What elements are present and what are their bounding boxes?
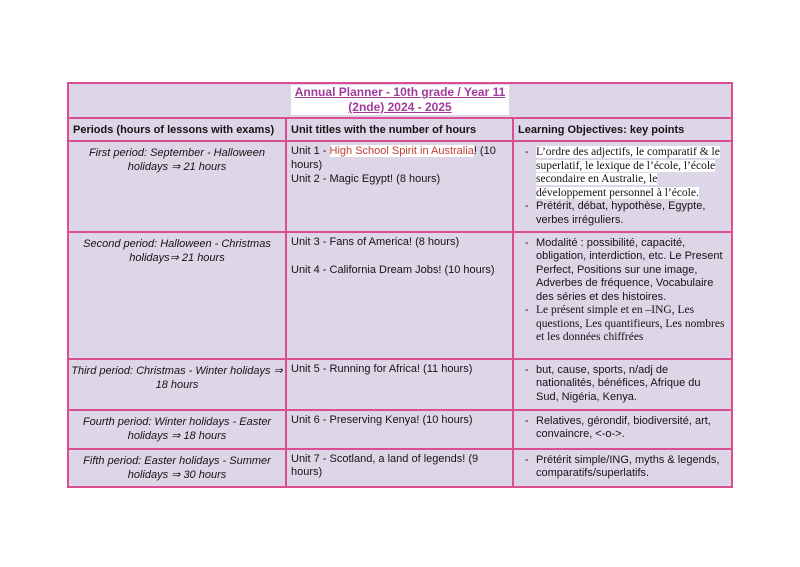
objective-text-inner: Prétérit, débat, hypothèse, Egypte, verbes irréguliers. — [536, 200, 706, 226]
objective-item — [516, 200, 726, 227]
table-title-line-1: Annual Planner - 10th grade / Year 11 — [294, 85, 506, 99]
objective-text — [536, 364, 726, 404]
unit-title-highlighted: High School Spirit in Australia — [329, 145, 474, 157]
unit-text: Unit 6 - Preserving Kenya! (10 hours) — [291, 414, 473, 426]
unit-text: Unit 5 - Running for Africa! (11 hours) — [291, 363, 473, 375]
unit-text: ! (10 hours) — [291, 145, 496, 171]
objective-text-inner: Modalité : possibilité, capacité, obligation, interdiction, etc. Le Present Perfect, Positions sur une image, Adverbes de fréquence, Vocabulaire des séries et des histoires. — [536, 237, 723, 303]
table-title-line-2: (2nde) 2024 - 2025 — [348, 100, 452, 114]
units-cell — [286, 232, 513, 359]
objective-text-inner: L’ordre des adjectifs, le comparatif & le superlatif, le lexique de l’école, l’école secondaire en Australie, le développement personnel à l’école. — [536, 146, 720, 199]
unit-title — [291, 264, 508, 278]
unit-title — [291, 414, 508, 428]
unit-title — [291, 453, 508, 481]
unit-title — [291, 363, 508, 377]
objective-text — [536, 415, 726, 442]
unit-text: Unit 2 - Magic Egypt! (8 hours) — [291, 172, 441, 185]
bullet-dash: - — [525, 146, 529, 158]
units-cell — [286, 141, 513, 232]
period-text: Fourth period: Winter holidays - Easter holidays ⇒ 18 hours — [82, 416, 272, 443]
units-cell — [286, 410, 513, 449]
table-title-cell — [68, 83, 732, 118]
objective-text — [536, 304, 726, 345]
annual-planner-table — [67, 82, 733, 488]
objectives-cell — [513, 449, 732, 488]
period-cell — [68, 232, 286, 359]
bullet-dash: - — [525, 304, 529, 317]
period-text: Third period: Christmas - Winter holidays ⇒ 18 hours — [71, 365, 283, 392]
unit-text: Unit 1 - — [291, 145, 330, 157]
unit-title — [291, 145, 508, 173]
unit-text: Unit 3 - Fans of America! (8 hours) — [291, 236, 460, 248]
period-cell — [68, 141, 286, 232]
column-header-learning-objectives: Learning Objectives: key points — [513, 118, 732, 141]
unit-title — [291, 236, 508, 250]
period-cell — [68, 359, 286, 410]
units-cell — [286, 449, 513, 488]
objective-item — [516, 415, 726, 442]
unit-text: Unit 4 - California Dream Jobs! (10 hours) — [291, 263, 495, 276]
unit-text: Unit 7 - Scotland, a land of legends! (9 hours) — [291, 452, 479, 479]
bullet-dash: - — [525, 415, 529, 427]
header-row — [68, 118, 732, 141]
objective-text — [536, 146, 726, 200]
table-row — [68, 232, 732, 359]
table-row — [68, 141, 732, 232]
table-row — [68, 449, 732, 488]
objective-text — [536, 237, 726, 304]
bullet-dash: - — [525, 364, 529, 376]
objective-item — [516, 304, 726, 345]
bullet-dash: - — [525, 200, 529, 213]
objective-text-inner: Relatives, gérondif, biodiversité, art, convaincre, <-o->. — [536, 415, 711, 441]
period-text: Second period: Halloween - Christmas holidays⇒ 21 hours — [83, 238, 271, 265]
period-cell — [68, 410, 286, 449]
objective-item — [516, 146, 726, 200]
units-cell — [286, 359, 513, 410]
objectives-cell — [513, 410, 732, 449]
objective-item — [516, 454, 726, 481]
objectives-cell — [513, 141, 732, 232]
bullet-dash: - — [525, 237, 529, 249]
objective-text-inner: Le présent simple et en –ING, Les questions, Les quantifieurs, Les nombres et les données chiffrées — [536, 304, 725, 344]
bullet-dash: - — [525, 453, 529, 466]
table-row — [68, 410, 732, 449]
objectives-cell — [513, 232, 732, 359]
objective-text-inner: Prétérit simple/ING, myths & legends, comparatifs/superlatifs. — [536, 453, 720, 479]
objective-text-inner: but, cause, sports, n/adj de nationalités, bénéfices, Afrique du Sud, Nigéria, Kenya. — [536, 364, 701, 403]
planner-body — [68, 141, 732, 487]
title-row — [68, 83, 732, 118]
column-header-unit-titles: Unit titles with the number of hours — [286, 118, 513, 141]
objective-item — [516, 237, 726, 304]
table-title — [291, 85, 510, 115]
period-text: Fifth period: Easter holidays - Summer holidays ⇒ 30 hours — [83, 454, 271, 481]
objective-text — [536, 454, 726, 481]
table-row — [68, 359, 732, 410]
period-text: First period: September - Halloween holidays ⇒ 21 hours — [88, 147, 266, 174]
unit-title — [291, 173, 508, 187]
period-cell — [68, 449, 286, 488]
column-header-periods: Periods (hours of lessons with exams) — [68, 118, 286, 141]
objective-text — [536, 200, 726, 227]
objective-item — [516, 364, 726, 404]
objectives-cell — [513, 359, 732, 410]
